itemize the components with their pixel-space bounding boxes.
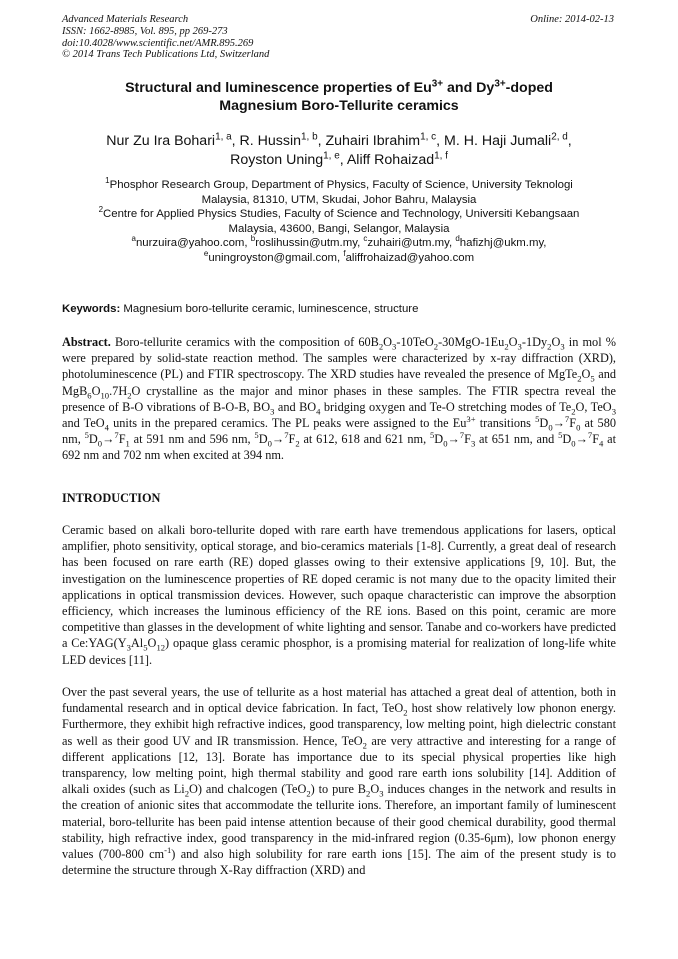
author-sup: 1, f (434, 150, 448, 162)
author: M. H. Haji Jumali (444, 133, 552, 149)
copyright-line: © 2014 Trans Tech Publications Ltd, Switzerland (62, 49, 270, 61)
email-link[interactable]: nurzuira@yahoo.com (135, 237, 245, 250)
doi-link[interactable]: doi:10.4028/www.scientific.net/AMR.895.269 (62, 37, 254, 49)
author-sup: 2, d (551, 131, 568, 143)
email-link[interactable]: zuhairi@utm.my (367, 237, 449, 250)
email-link[interactable]: hafizhj@ukm.my (459, 237, 544, 250)
email-sup: b (250, 234, 256, 244)
author-list: Nur Zu Ira Bohari$^{1, a}$, R. Hussin$^{1, b}$, Zuhairi Ibrahim$^{1, c}$, M. H. Haji Jumali$^{2, d}$, Royston Uning$^{1, e}$, Aliff Rohaizad$^{1, f}$ (106, 131, 572, 168)
journal-name: Advanced Materials Research (62, 14, 189, 25)
title-part: -doped (505, 80, 553, 96)
affil-sup: 2 (98, 205, 104, 215)
author-sup: 1, b (301, 131, 318, 143)
author: R. Hussin (239, 133, 302, 149)
author: Royston Uning (230, 152, 324, 168)
author: Nur Zu Ira Bohari (106, 133, 216, 149)
affil-1-line-2: Malaysia, 81310, UTM, Skudai, Johor Bahru, Malaysia (201, 193, 477, 206)
journal-metadata (62, 14, 269, 61)
title-sup: 3+ (494, 78, 506, 90)
section-heading-introduction: INTRODUCTION (62, 491, 161, 505)
email-sup: c (363, 234, 368, 244)
paper-title (62, 80, 616, 115)
email-sup: f (343, 249, 346, 259)
intro-paragraph-2: Over the past several years, the use of tellurite as a host material has attached a great deal of attention, both in fundamental research and in optical device fabrication. In fact, TeO$_2$ host show relatively low phonon energy. Furthermore, they exhibit high refractive indices, good transparency, low melting point, high dielectric constant as well as their good UV and IR transmission. Hence, TeO$_2$ are very attractive and interesting for a range of different applications [12, 13]. Borate has importance due to its special physical properties like high transparency, low melting point, high thermal stability and good rare earth ions solubility [14]. Addition of alkali oxides (such as $Li_2O$) and chalcogen (TeO$_2$) to pure $B_2O_3$ induces changes in the network and results in the creation of anionic sites that accommodate the tellurite ions. Therefore, an important family of luminescent material, boro-tellurite has been paid intense attention because of their good chemical durability, good thermal stability, high refractive index, good transparency in the mid-infrared region (0.35-6μm), low phonon energy values (700-800 $cm^{-1}$) and also high solubility for rare earth ions [15]. The aim of the present study is to determine the structure through X-Ray diffraction (XRD) and (62, 685, 617, 878)
email-link[interactable]: aliffrohaizad@yahoo.com (345, 251, 475, 264)
intro-paragraph-1: Ceramic based on alkali boro-tellurite doped with rare earth have tremendous applications for lasers, optical amplifier, photo sensitivity, optical storage, and bio-ceramics materials [1-8]. Currently, a great deal of research has been focused on rare earth (RE) doped glasses owing to their extensive applications [9, 10]. But, the investigation on the luminescence properties of RE doped ceramic is not many due to the opacity limited their applications in optical transmission devices. However, such opaque characteristic can improve the absorption efficiency, which increases the luminous efficiency of the RE ions. Based on this point, ceramic are more competitive than glasses in the development of white lighting and sensor. Tanabe and co-workers have predicted a $Ce:YAG(Y_3Al_5O_{12})$ opaque glass ceramic phosphor, is a promising material for realization of long-life white LED devices [11]. (62, 523, 616, 667)
title-part: and Dy (443, 80, 495, 96)
affiliations: $^1$Phosphor Research Group, Department of Physics, Faculty of Science, University Teknologi Malaysia, 81310, UTM, Skudai, Johor Bahru, Malaysia $^2$Centre for Applied Physics Studies, Faculty of Science and Technology, Universiti Kebangsaan Malaysia, 43600, Bangi, Selangor, Malaysia $^a$nurzuira@yahoo.com, $^b$roslihussin@utm.my, $^c$zuhairi@utm.my, $^d$hafizhj@ukm.my, $^e$uningroyston@gmail.com, $^f$aliffrohaizad@yahoo.com (62, 178, 616, 266)
author: Zuhairi Ibrahim (325, 133, 421, 149)
author-sup: 1, c (420, 131, 437, 143)
email-link[interactable]: roslihussin@utm.my (255, 237, 358, 250)
abstract: Abstract. Boro-tellurite ceramics with the composition of $60B_2O_3-10TeO_2-30MgO-1Eu_2O_3-1Dy_2O_3$ in mol % were prepared by solid-state reaction method. The samples were characterized by x-ray diffraction (XRD), photoluminescence (PL) and FTIR spectroscopy. The XRD studies have revealed the presence of $MgTe_2O_5$ and $MgB_6O_{10}.7H_2O$ crystalline as the major and minor phases in these samples. The FTIR spectra reveal the presence of B-O vibrations of B-O-B, $BO_3$ and $BO_4$ bridging oxygen and Te-O stretching modes of $Te_2O$, TeO$_3$ and TeO$_4$ units in the prepared ceramics. The PL peaks were assigned to the $Eu^{3+}$ transitions $^5D_0\to^7F_0$ at 580 nm, $^5D_0\to^7F_1$ at 591 nm and 596 nm, $^5D_0\to^7F_2$ at 612, 618 and 621 nm, $^5D_0\to^7F_3$ at 651 nm, and $^5D_0\to^7F_4$ at 692 nm and 702 nm when excited at 394 nm. (62, 335, 617, 463)
author-sup: 1, a (215, 131, 232, 143)
title-sup: 3+ (431, 78, 444, 90)
author: Aliff Rohaizad (346, 152, 435, 168)
title-part: Structural and luminescence properties of Eu (125, 80, 432, 96)
keywords-text: Magnesium boro-tellurite ceramic, luminescence, structure (120, 303, 419, 315)
issn-line: ISSN: 1662-8985, Vol. 895, pp 269-273 (62, 25, 228, 37)
title-line-2: Magnesium Boro-Tellurite ceramics (219, 97, 459, 114)
email-sup: d (455, 234, 460, 244)
affil-1-line-1: Phosphor Research Group, Department of Physics, Faculty of Science, University Teknologi (109, 179, 573, 191)
email-sup: e (203, 249, 209, 259)
affil-2-line-1: Centre for Applied Physics Studies, Faculty of Science and Technology, Universiti Kebangsaan (103, 208, 580, 221)
keywords (62, 303, 418, 315)
email-link[interactable]: uningroyston@gmail.com (208, 251, 338, 264)
keywords-label: Keywords: (62, 303, 121, 315)
author-sup: 1, e (323, 150, 340, 162)
affil-2-line-2: Malaysia, 43600, Bangi, Selangor, Malaysia (228, 222, 450, 235)
affil-sup: 1 (105, 176, 110, 186)
online-date: Online: 2014-02-13 (530, 14, 614, 25)
email-sup: a (131, 234, 136, 244)
